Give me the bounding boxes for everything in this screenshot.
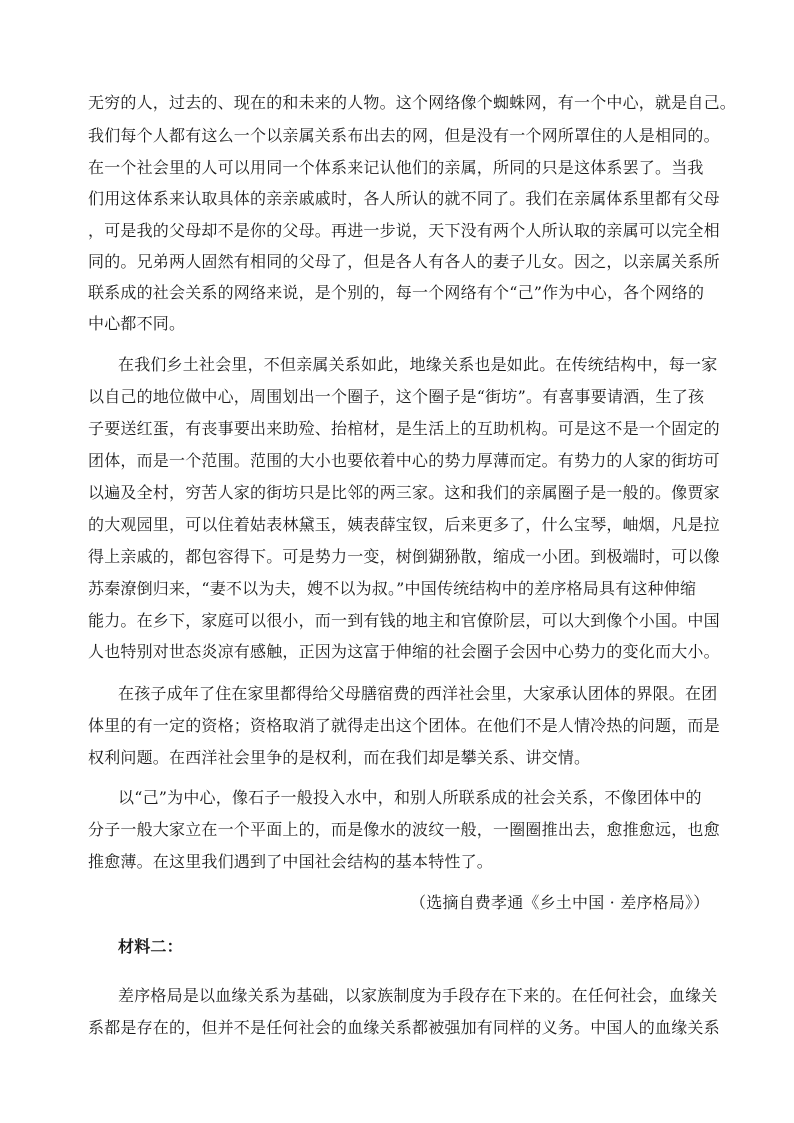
text-line: 系都是存在的，但并不是任何社会的血缘关系都被强加有同样的义务。中国人的血缘关系 xyxy=(88,1018,720,1037)
text-line: 无穷的人，过去的、现在的和未来的人物。这个网络像个蜘蛛网，有一个中心，就是自己。 xyxy=(88,93,737,112)
text-line: 体里的有一定的资格；资格取消了就得走出这个团体。在他们不是人情冷热的问题，而是 xyxy=(88,716,720,735)
text-line: 联系成的社会关系的网络来说，是个别的，每一个网络有个“己”作为中心，各个网络的 xyxy=(88,283,705,302)
text-line: 在孩子成年了住在家里都得给父母膳宿费的西洋社会里，大家承认团体的界限。在团 xyxy=(118,684,718,703)
text-line: 我们每个人都有这么一个以亲属关系布出去的网，但是没有一个网所罩住的人是相同的。 xyxy=(88,126,720,145)
source-citation: （选摘自费孝通《乡土中国 · 差序格局》） xyxy=(410,893,710,912)
text-line: 同的。兄弟两人固然有相同的父母了，但是各人有各人的妻子儿女。因之，以亲属关系所 xyxy=(88,252,720,271)
text-line: 在我们乡土社会里，不但亲属关系如此，地缘关系也是如此。在传统结构中，每一家 xyxy=(118,355,718,374)
text-line: 子要送红蛋，有丧事要出来助殓、抬棺材，是生活上的互助机构。可是这不是一个固定的 xyxy=(88,419,720,438)
text-line: 差序格局是以血缘关系为基础，以家族制度为手段存在下来的。在任何社会，血缘关 xyxy=(118,986,718,1005)
text-line: 能力。在乡下，家庭可以很小，而一到有钱的地主和官僚阶层，可以大到像个小国。中国 xyxy=(88,611,720,630)
text-line: 以自己的地位做中心，周围划出一个圈子，这个圈子是“街坊”。有喜事要请酒，生了孩 xyxy=(88,387,705,406)
text-line: 团体，而是一个范围。范围的大小也要依着中心的势力厚薄而定。有势力的人家的街坊可 xyxy=(88,451,720,470)
text-line: 得上亲戚的，都包容得下。可是势力一变，树倒猢狲散，缩成一小团。到极端时，可以像 xyxy=(88,547,720,566)
text-line: 的大观园里，可以住着姑表林黛玉，姨表薛宝钗，后来更多了，什么宝琴，岫烟，凡是拉 xyxy=(88,515,720,534)
text-line: 人也特别对世态炎凉有感触，正因为这富于伸缩的社会圈子会因中心势力的变化而大小。 xyxy=(88,642,720,661)
text-line: 们用这体系来认取具体的亲亲戚戚时，各人所认的就不同了。我们在亲属体系里都有父母 xyxy=(88,189,720,208)
text-line: 在一个社会里的人可以用同一个体系来记认他们的亲属，所同的只是这体系罢了。当我 xyxy=(88,158,704,177)
text-line: 苏秦潦倒归来，“妻不以为夫，嫂不以为叔。”中国传统结构中的差序格局具有这种伸缩 xyxy=(88,579,697,598)
text-line: 中心都不同。 xyxy=(88,314,186,333)
text-line: 以遍及全村，穷苦人家的街坊只是比邻的两三家。这和我们的亲属圈子是一般的。像贾家 xyxy=(88,483,720,502)
text-line: 权利问题。在西洋社会里争的是权利，而在我们却是攀关系、讲交情。 xyxy=(88,748,591,767)
text-line: 分子一般大家立在一个平面上的，而是像水的波纹一般，一圈圈推出去，愈推愈远，也愈 xyxy=(88,820,720,839)
section-heading: 材料二： xyxy=(118,937,183,956)
text-line: ，可是我的父母却不是你的父母。再进一步说，天下没有两个人所认取的亲属可以完全相 xyxy=(88,221,720,240)
text-line: 以“己”为中心，像石子一般投入水中，和别人所联系成的社会关系，不像团体中的 xyxy=(118,788,702,807)
text-line: 推愈薄。在这里我们遇到了中国社会结构的基本特性了。 xyxy=(88,852,494,871)
